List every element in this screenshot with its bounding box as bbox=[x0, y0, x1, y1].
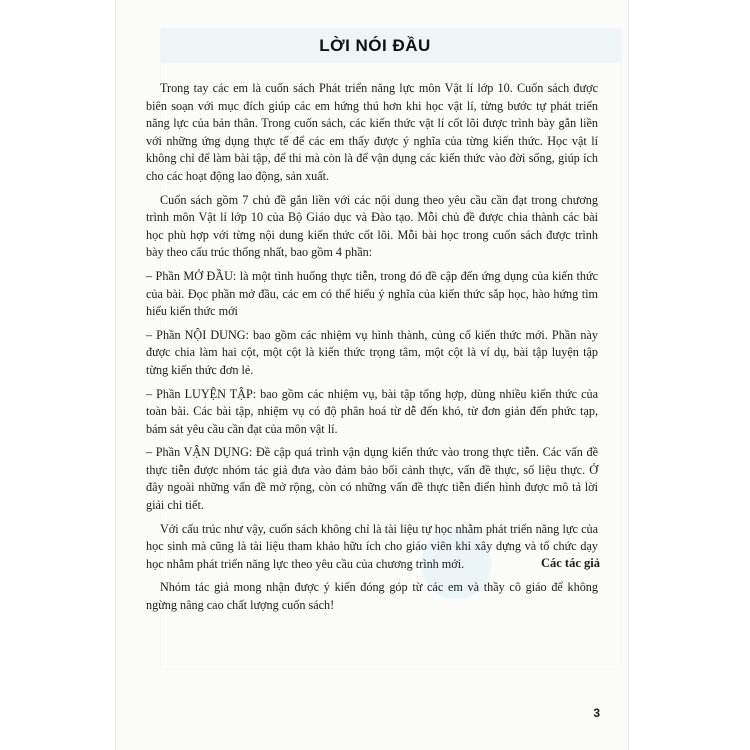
body-text bbox=[146, 80, 598, 621]
paragraph-intro: Trong tay các em là cuốn sách Phát triển năng lực môn Vật lí lớp 10. Cuốn sách được biên soạn với mục đích giúp các em hứng thú hơn khi học vật lí, từng bước tự phát triển năng lực của bản thân. Trong cuốn sách, các kiến thức vật lí cốt lõi được trình bày gắn liền với những ứng dụng thực tế để các em thấy được ý nghĩa của từng kiến thức. Học vật lí không chỉ để làm bài tập, để thi mà còn là để vận dụng các kiến thức vào đời sống, giúp ích cho các hoạt động lao động, sản xuất. bbox=[146, 81, 598, 183]
page-number: 3 bbox=[593, 706, 600, 720]
paragraph-closing: Nhóm tác giả mong nhận được ý kiến đóng góp từ các em và thầy cô giáo để không ngừng nâng cao chất lượng cuốn sách! bbox=[146, 580, 598, 613]
signature: Các tác giả bbox=[540, 556, 600, 570]
page-title: LỜI NÓI ĐẦU bbox=[319, 36, 431, 55]
list-item-luyen-tap: – Phần LUYỆN TẬP: bao gồm các nhiệm vụ, bài tập tổng hợp, dùng nhiều kiến thức của toàn bài. Các bài tập, nhiệm vụ có độ phân hoá từ dễ đến khó, từ đơn giản đến phức tạp, bám sát yêu cầu cần đạt của môn vật lí. bbox=[146, 386, 598, 436]
list-item-mo-dau: – Phần MỞ ĐẦU: là một tình huống thực tiễn, trong đó đề cập đến ứng dụng của kiến thức của bài. Đọc phần mở đầu, các em có thể hiểu ý nghĩa của kiến thức sắp học, hào hứng tìm hiểu kiến thức mới bbox=[146, 268, 598, 319]
list-item-van-dung: – Phần VẬN DỤNG: Đề cập quá trình vận dụng kiến thức vào trong thực tiễn. Các vấn đề thực tiễn được nhóm tác giả đưa vào đảm bảo bối cảnh thực, vấn đề thực, số liệu thực. Ở đây ngoài những vấn đề mở rộng, còn có những vấn đề thực tiễn điển hình được mô tả lời giải chi tiết. bbox=[146, 445, 598, 513]
paragraph-summary: Với cấu trúc như vậy, cuốn sách không chỉ là tài liệu tự học nhằm phát triển năng lực của học sinh mà cũng là tài liệu tham khảo hữu ích cho giáo viên khi xây dựng và tổ chức dạy học nhằm phát triển năng lực theo yêu cầu của chương trình mới. bbox=[146, 521, 598, 571]
list-item-noi-dung: – Phần NỘI DUNG: bao gồm các nhiệm vụ hình thành, củng cố kiến thức mới. Phần này được chia làm hai cột, một cột là kiến thức trọng tâm, một cột là ví dụ, bài tập luyện tập từng kiến thức đơn lẻ. bbox=[146, 327, 598, 377]
paragraph-structure: Cuốn sách gồm 7 chủ đề gắn liền với các nội dung theo yêu cầu cần đạt trong chương trình môn Vật lí lớp 10 của Bộ Giáo dục và Đào tạo. Mỗi chủ đề được chia thành các bài học phù hợp với từng nội dung kiến thức cốt lõi. Mỗi bài học trong cuốn sách được trình bày theo cấu trúc thống nhất, bao gồm 4 phần: bbox=[146, 192, 598, 260]
